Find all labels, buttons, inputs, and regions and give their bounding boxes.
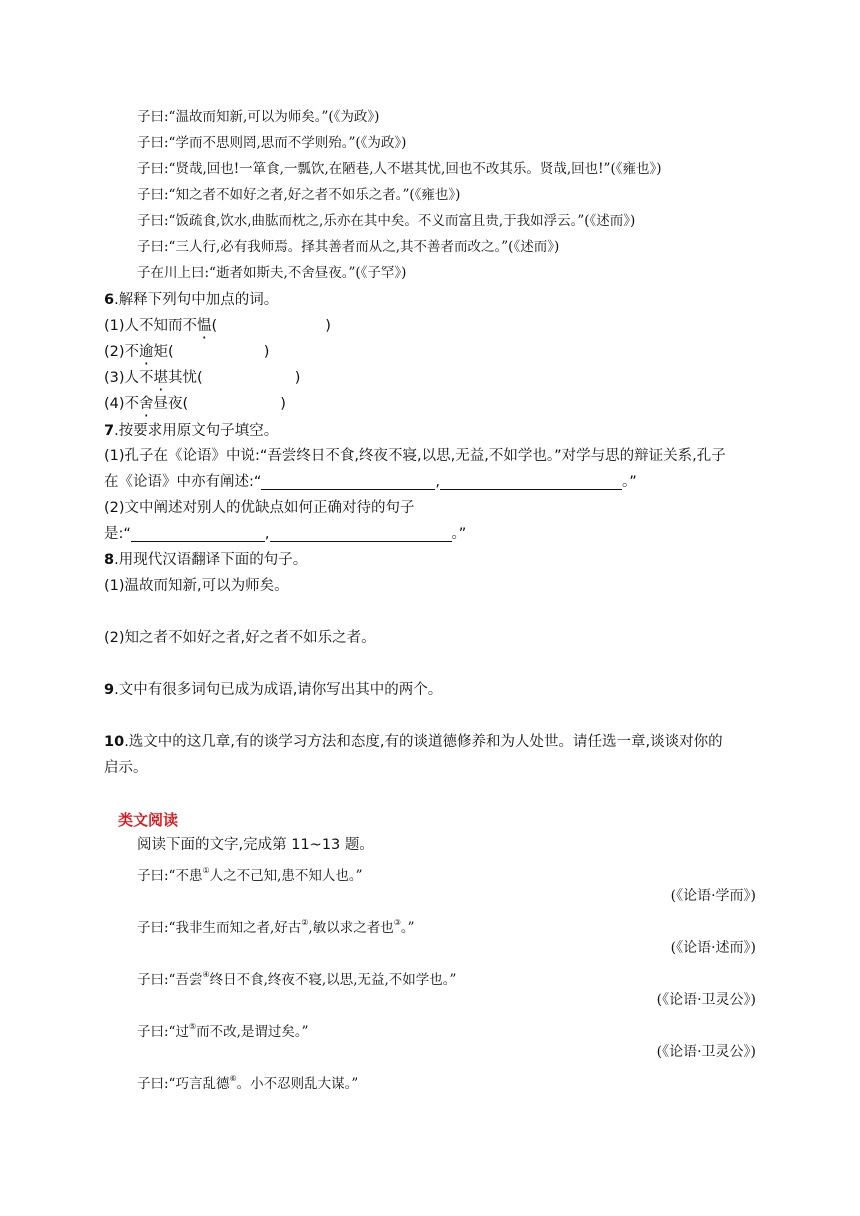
punct: , xyxy=(435,474,441,490)
question-text: .用现代汉语翻译下面的句子。 xyxy=(114,552,308,568)
question-text: .选文中的这几章,有的谈学习方法和态度,有的谈道德修养和为人处世。请任选一章,谈谈对你的 xyxy=(124,734,723,750)
entry-text: 人之不己知,患不知人也。” xyxy=(209,868,363,884)
reading-intro: 阅读下面的文字,完成第 11~13 题。 xyxy=(137,837,374,853)
question-number: 7 xyxy=(104,423,115,439)
footnote-mark[interactable]: ④ xyxy=(202,970,210,979)
reading-entry-3 xyxy=(137,965,456,990)
reading-source-3: (《论语·卫灵公》) xyxy=(656,992,756,1008)
question-text: .按要求用原文句子填空。 xyxy=(114,423,279,439)
item-text: (4)不 xyxy=(104,396,140,412)
entry-text: 而不改,是谓过矣。” xyxy=(196,1024,309,1040)
analects-line-4: 子曰:“知之者不如好之者,好之者不如乐之者。”(《雍也》) xyxy=(137,187,461,203)
fill-blank[interactable] xyxy=(440,473,622,490)
q6-item-2 xyxy=(104,342,269,362)
section-title: 类文阅读 xyxy=(118,811,179,829)
question-number: 6 xyxy=(104,292,115,308)
item-text: 其忧 xyxy=(168,370,198,386)
entry-text: 子曰:“我非生而知之者,好古 xyxy=(137,920,302,936)
q6-item-4 xyxy=(104,394,286,414)
item-text: (1)人不知而不 xyxy=(104,318,198,334)
dotted-word: 逾 xyxy=(139,344,154,360)
question-text: .解释下列句中加点的词。 xyxy=(114,292,279,308)
answer-paren-open: ( xyxy=(168,344,174,360)
entry-text: 子曰:“过 xyxy=(137,1024,189,1040)
entry-text: 子曰:“巧言乱德 xyxy=(137,1076,230,1092)
question-10-stem xyxy=(104,732,723,752)
answer-paren-open: ( xyxy=(182,396,189,412)
analects-line-3: 子曰:“贤哉,回也!一箪食,一瓢饮,在陋巷,人不堪其忧,回也不改其乐。贤哉,回也!”(《雍也》) xyxy=(137,161,662,177)
entry-text: 子曰:“不患 xyxy=(137,868,203,884)
footnote-mark[interactable]: ⑤ xyxy=(188,1022,197,1031)
q6-item-1 xyxy=(104,316,331,336)
item-text: (3)人不 xyxy=(104,370,154,386)
punct: 。” xyxy=(622,474,637,490)
answer-paren-close: ) xyxy=(263,344,270,360)
q7-part-1-line-1: (1)孔子在《论语》中说:“吾尝终日不食,终夜不寝,以思,无益,不如学也。”对学与思的辩证关系,孔子 xyxy=(104,448,726,464)
question-number: 10 xyxy=(104,734,125,750)
item-text: 在《论语》中亦有阐述:“ xyxy=(104,474,262,490)
answer-paren-close: ) xyxy=(280,396,286,412)
analects-line-6: 子曰:“三人行,必有我师焉。择其善者而从之,其不善者而改之。”(《述而》) xyxy=(137,239,560,255)
question-8-stem xyxy=(104,550,307,570)
footnote-mark[interactable]: ⑥ xyxy=(229,1074,237,1083)
fill-blank[interactable] xyxy=(261,473,435,490)
question-number: 9 xyxy=(104,682,115,698)
dotted-word: 舍 xyxy=(139,396,154,412)
question-9-stem xyxy=(104,680,442,700)
reading-source-4: (《论语·卫灵公》) xyxy=(656,1044,756,1060)
answer-paren-open: ( xyxy=(197,370,203,386)
footnote-mark[interactable]: ② xyxy=(301,918,309,927)
question-number: 8 xyxy=(104,552,115,568)
q8-item-2: (2)知之者不如好之者,好之者不如乐之者。 xyxy=(104,630,376,646)
entry-text: 子曰:“吾尝 xyxy=(137,972,203,988)
analects-line-2: 子曰:“学而不思则罔,思而不学则殆。”(《为政》) xyxy=(137,135,407,151)
answer-paren-open: ( xyxy=(211,318,218,334)
punct: , xyxy=(264,526,270,542)
punct: 。” xyxy=(451,526,467,542)
q8-item-1: (1)温故而知新,可以为师矣。 xyxy=(104,578,289,594)
item-text: 昼夜 xyxy=(153,396,183,412)
analects-line-1: 子曰:“温故而知新,可以为师矣。”(《为政》) xyxy=(137,109,380,125)
footnote-mark[interactable]: ③ xyxy=(393,918,401,927)
analects-line-7: 子在川上曰:“逝者如斯夫,不舍昼夜。”(《子罕》) xyxy=(137,265,407,281)
entry-text: 。小不忍则乱大谋。” xyxy=(236,1076,359,1092)
question-text: .文中有很多词句已成为成语,请你写出其中的两个。 xyxy=(114,682,443,698)
entry-text: 。” xyxy=(400,920,415,936)
entry-text: 终日不食,终夜不寝,以思,无益,不如学也。” xyxy=(209,972,457,988)
q7-part-2-line-2 xyxy=(104,524,466,544)
fill-blank[interactable] xyxy=(270,525,452,542)
reading-entry-5 xyxy=(137,1069,358,1094)
reading-source-1: (《论语·学而》) xyxy=(670,888,756,904)
footnote-mark[interactable]: ① xyxy=(202,866,210,875)
entry-text: ,敏以求之者也 xyxy=(308,920,394,936)
answer-paren-close: ) xyxy=(294,370,301,386)
item-text: 矩 xyxy=(153,344,169,360)
dotted-word: 堪 xyxy=(153,370,169,386)
fill-blank[interactable] xyxy=(131,525,265,542)
answer-paren-close: ) xyxy=(325,318,331,334)
reading-entry-2 xyxy=(137,913,415,938)
q7-part-2-line-1: (2)文中阐述对别人的优缺点如何正确对待的句子 xyxy=(104,500,415,516)
q7-part-1-line-2 xyxy=(104,472,637,492)
question-6-stem xyxy=(104,290,278,310)
reading-entry-4 xyxy=(137,1017,309,1042)
analects-line-5: 子曰:“饭疏食,饮水,曲肱而枕之,乐亦在其中矣。不义而富且贵,于我如浮云。”(《述而》) xyxy=(137,213,636,229)
reading-source-2: (《论语·述而》) xyxy=(670,940,756,956)
reading-entry-1 xyxy=(137,861,363,886)
item-text: 是:“ xyxy=(104,526,131,542)
question-10-stem-cont: 启示。 xyxy=(104,760,148,776)
item-text: (2)不 xyxy=(104,344,140,360)
question-7-stem xyxy=(104,421,278,441)
dotted-word: 愠 xyxy=(197,318,212,334)
q6-item-3 xyxy=(104,368,300,388)
